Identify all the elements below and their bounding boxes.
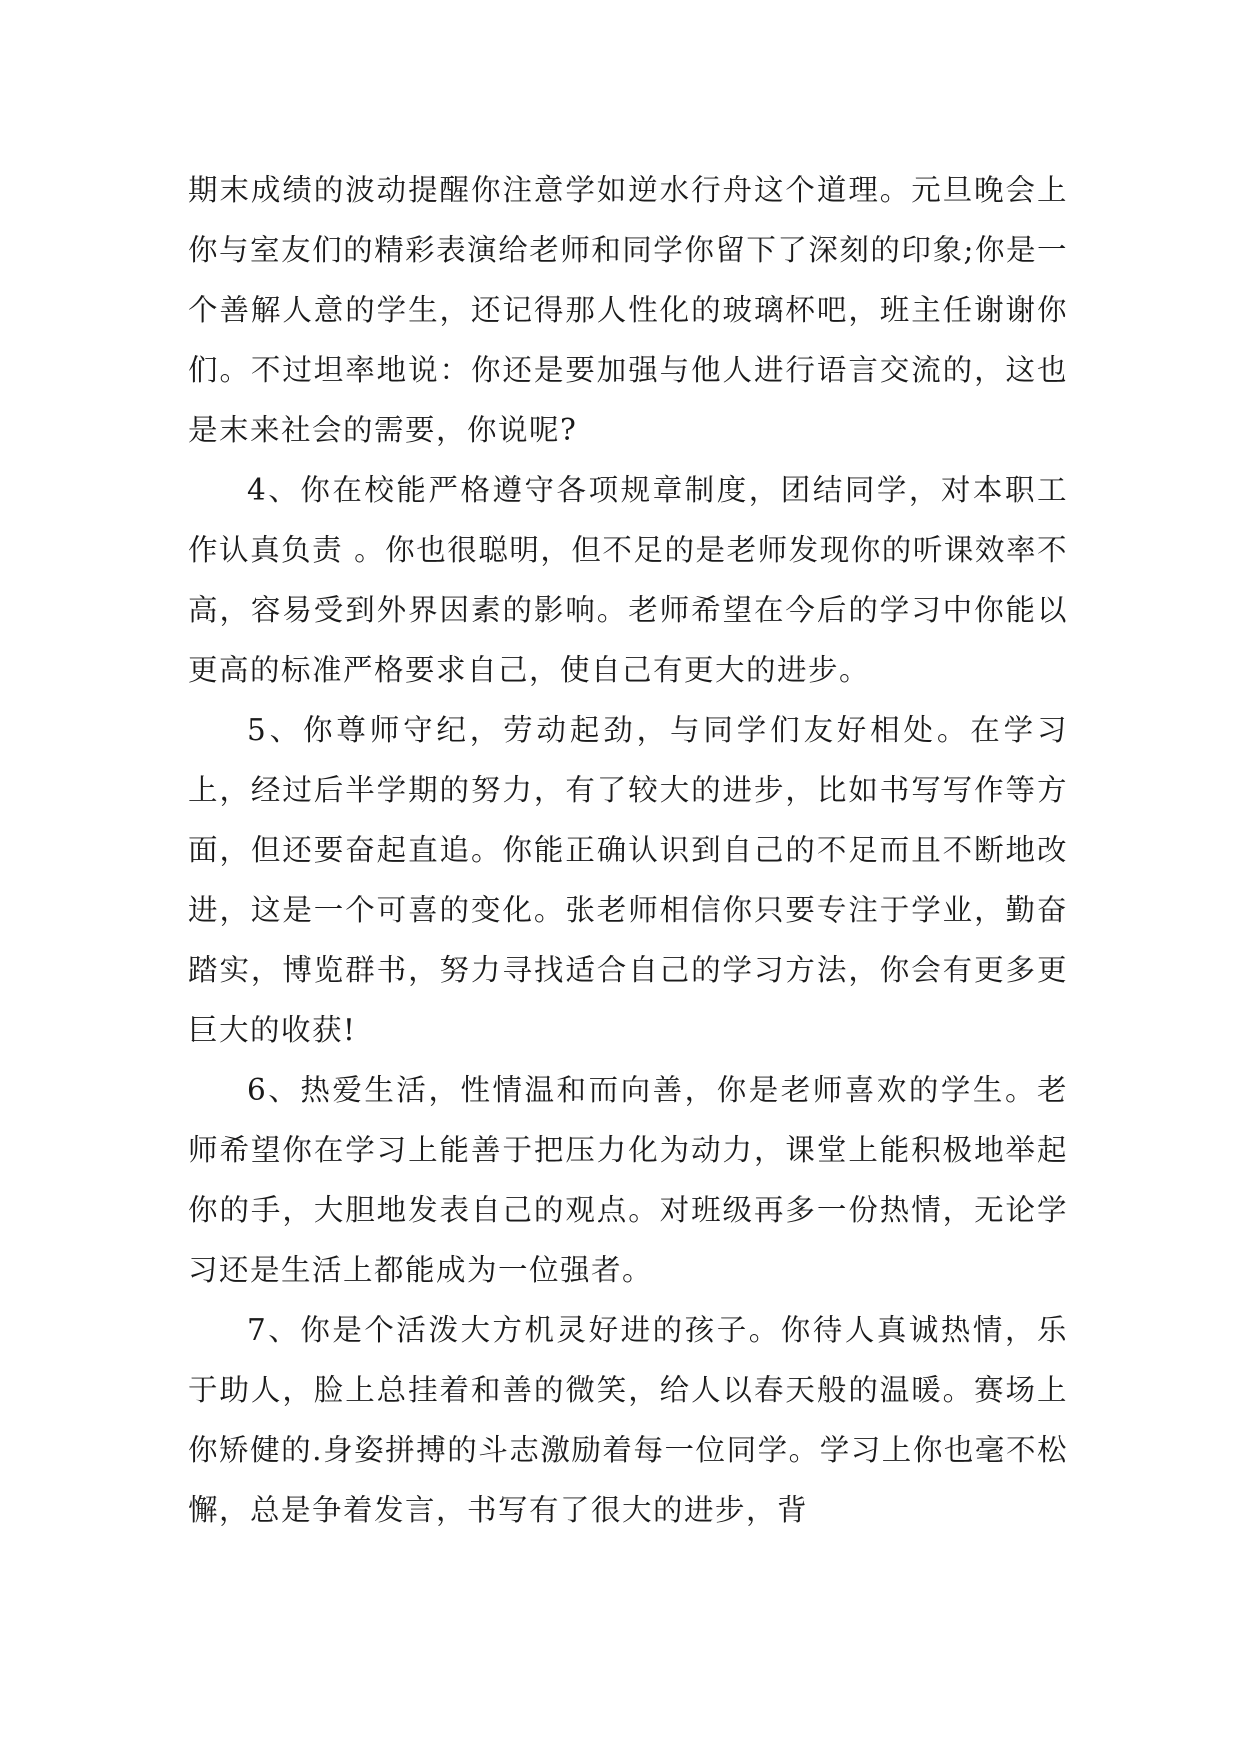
paragraph-item-4: 4、你在校能严格遵守各项规章制度，团结同学，对本职工作认真负责 。你也很聪明，但不足的是老师发现你的听课效率不高，容易受到外界因素的影响。老师希望在今后的学习中你能以更高的标准严格要求自己，使自己有更大的进步。 xyxy=(188,473,1068,687)
paragraph-item-5: 5、你尊师守纪，劳动起劲，与同学们友好相处。在学习上，经过后半学期的努力，有了较大的进步，比如书写写作等方面，但还要奋起直追。你能正确认识到自己的不足而且不断地改进，这是一个可喜的变化。张老师相信你只要专注于学业，勤奋踏实，博览群书，努力寻找适合自己的学习方法，你会有更多更巨大的收获! xyxy=(188,713,1068,1047)
paragraph-item-7: 7、你是个活泼大方机灵好进的孩子。你待人真诚热情，乐于助人，脸上总挂着和善的微笑，给人以春天般的温暖。赛场上你矫健的.身姿拼搏的斗志激励着每一位同学。学习上你也毫不松懈，总是争着发言，书写有了很大的进步，背 xyxy=(188,1313,1068,1527)
paragraph-item-6: 6、热爱生活，性情温和而向善，你是老师喜欢的学生。老师希望你在学习上能善于把压力化为动力，课堂上能积极地举起你的手，大胆地发表自己的观点。对班级再多一份热情，无论学习还是生活上都能成为一位强者。 xyxy=(188,1073,1068,1287)
document-body xyxy=(188,160,1068,1540)
paragraph-1: 期末成绩的波动提醒你注意学如逆水行舟这个道理。元旦晚会上你与室友们的精彩表演给老师和同学你留下了深刻的印象;你是一个善解人意的学生，还记得那人性化的玻璃杯吧，班主任谢谢你们。不过坦率地说：你还是要加强与他人进行语言交流的，这也是末来社会的需要，你说呢? xyxy=(188,173,1068,447)
